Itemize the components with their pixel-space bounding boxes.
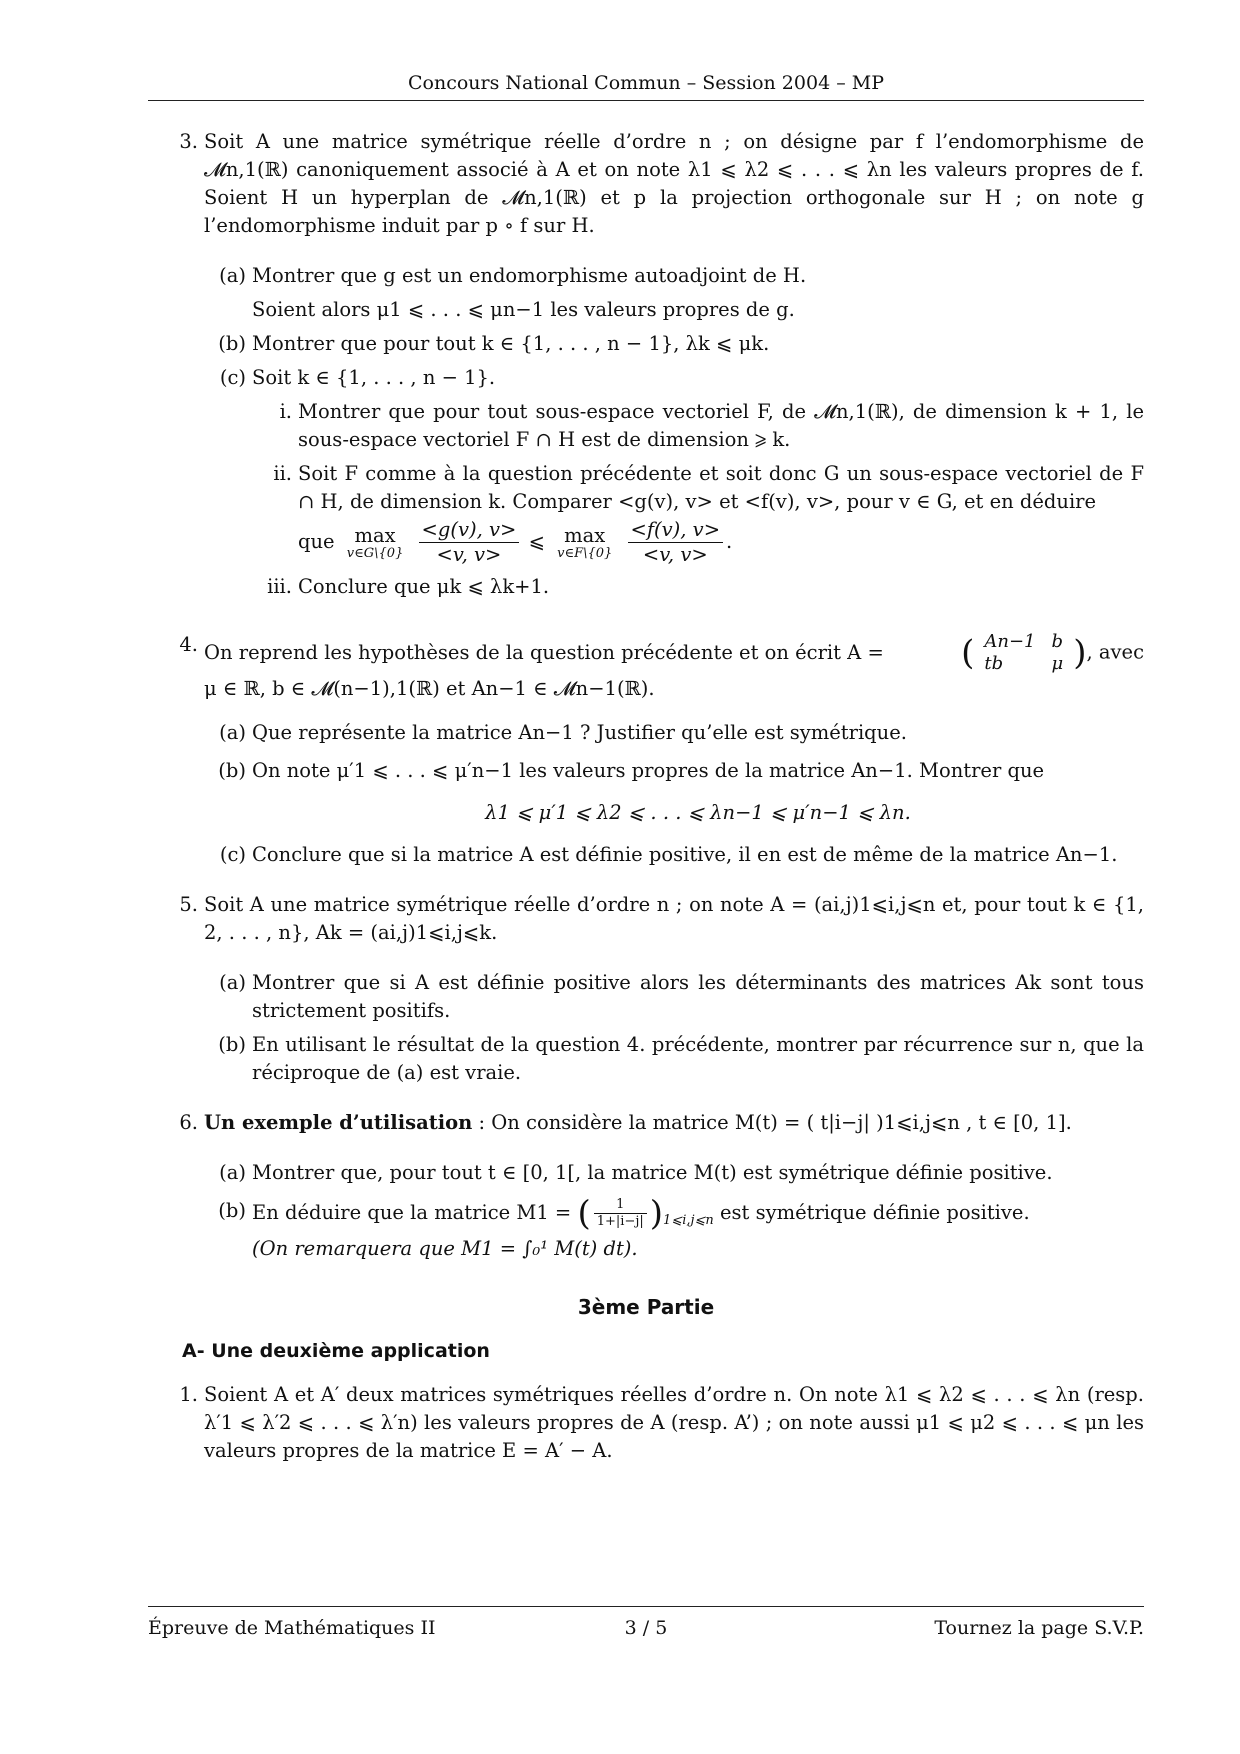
item-label: (a)	[219, 1161, 246, 1184]
item-text: Soient alors μ1 ⩽ . . . ⩽ μn−1 les valeurs propres de g.	[252, 298, 795, 321]
item-label: (c)	[219, 843, 246, 866]
item-label: (b)	[218, 759, 246, 782]
matrix-entry: b	[1051, 631, 1064, 652]
item-text: Que représente la matrice An−1 ? Justifier qu’elle est symétrique.	[252, 721, 907, 744]
item-text: Montrer que pour tout k ∈ {1, . . . , n − 1}, λk ⩽ μk.	[252, 332, 770, 355]
question-text: Soit A une matrice symétrique réelle d’ordre n ; on désigne par f l’endomorphisme de 𝓜n,1(ℝ) canoniquement associé à A et on note λ1 ⩽ λ2 ⩽ . . . ⩽ λn les valeurs propres de f. Soient H un hyperplan de 𝓜n,1(ℝ) et p la projection orthogonale sur H ; on note g l’endomorphisme induit par p ∘ f sur H.	[204, 130, 1144, 237]
question-3	[148, 128, 1144, 240]
item-text: En déduire que la matrice M1 =	[252, 1201, 572, 1224]
question-3b	[148, 330, 1144, 358]
question-text: Soit A une matrice symétrique réelle d’ordre n ; on note A = (ai,j)1⩽i,j⩽n et, pour tout k ∈ {1, 2, . . . , n}, Ak = (ai,j)1⩽i,j⩽k.	[204, 893, 1144, 944]
item-text: Conclure que μk ⩽ λk+1.	[298, 575, 550, 598]
question-3c-i	[148, 398, 1144, 454]
question-number: 5.	[179, 893, 198, 916]
max-word: max	[354, 523, 396, 547]
left-paren: (	[961, 633, 975, 673]
question-3c-ii	[148, 460, 1144, 567]
question-5	[148, 891, 1144, 947]
item-label: iii.	[267, 575, 292, 598]
item-label: i.	[279, 400, 292, 423]
section-title: A- Une deuxième application	[182, 1339, 490, 1362]
max-inequality: que max v∈G\{0} $\frac{<g(v), v>}{<v, v>}$ ⩽ max v∈F\{0} $\frac{<f(v), v>}{<v, v>}$ .	[298, 518, 733, 566]
matrix-entry: tb	[984, 653, 1004, 674]
left-paren: (	[577, 1193, 591, 1234]
fraction	[594, 1197, 647, 1230]
question-6	[148, 1109, 1144, 1137]
item-text: Soit F comme à la question précédente et soit donc G un sous-espace vectoriel de F ∩ H, de dimension k. Comparer <g(v), v> et <f(v), v>, pour v ∈ G, et en déduire	[298, 462, 1144, 513]
item-label: (a)	[219, 264, 246, 287]
question-4b	[148, 757, 1144, 827]
question-3c-iii	[148, 573, 1144, 601]
item-text: Montrer que g est un endomorphisme autoadjoint de H.	[252, 264, 807, 287]
question-3a	[148, 262, 1144, 324]
item-label: (a)	[219, 971, 246, 994]
question-4	[148, 631, 1144, 703]
block-matrix	[961, 631, 1144, 675]
fraction-denominator: <v, v>	[436, 543, 502, 566]
question-bold-lead: Un exemple d’utilisation	[204, 1111, 473, 1134]
question-text: On reprend les hypothèses de la question précédente et on écrit A =	[204, 641, 884, 664]
question-3c	[148, 364, 1144, 392]
page-body	[148, 128, 1144, 1465]
max-subscript: v∈G\{0}	[346, 545, 404, 561]
display-inequality: λ1 ⩽ μ′1 ⩽ λ2 ⩽ . . . ⩽ λn−1 ⩽ μ′n−1 ⩽ λn.	[485, 801, 911, 824]
page-number: 3 / 5	[624, 1617, 668, 1639]
remark: (On remarquera que M1 = ∫₀¹ M(t) dt).	[252, 1236, 638, 1260]
footer-left: Épreuve de Mathématiques II	[148, 1617, 436, 1639]
fraction-denominator: <v, v>	[642, 543, 708, 566]
matrix-entry: An−1	[984, 631, 1036, 652]
item-label: (b)	[218, 1033, 246, 1056]
question-text-line	[204, 631, 1144, 675]
max-subscript: v∈F\{0}	[557, 545, 613, 561]
word-que: que	[298, 530, 335, 553]
item-text: est symétrique définie positive.	[719, 1201, 1030, 1224]
item-text: Conclure que si la matrice A est définie positive, il en est de même de la matrice An−1.	[252, 843, 1118, 866]
part-title: 3ème Partie	[577, 1294, 715, 1319]
item-label: (a)	[219, 721, 246, 744]
max-operator	[557, 525, 612, 561]
question-number: 1.	[179, 1382, 198, 1406]
right-paren: )	[649, 1193, 664, 1234]
matrix-subscript: 1⩽i,j⩽n	[663, 1212, 714, 1228]
question-text: , avec	[1086, 640, 1144, 664]
question-number: 6.	[179, 1111, 198, 1134]
fraction-numerator: 1	[594, 1197, 647, 1214]
item-text: Soit k ∈ {1, . . . , n − 1}.	[252, 366, 496, 389]
fraction-denominator: 1+|i−j|	[596, 1214, 644, 1229]
question-5a	[148, 969, 1144, 1025]
question-text: Soient A et A′ deux matrices symétriques réelles d’ordre n. On note λ1 ⩽ λ2 ⩽ . . . ⩽ λn (resp. λ′1 ⩽ λ′2 ⩽ . . . ⩽ λ′n) les valeurs propres de A (resp. A’) ; on note aussi μ1 ⩽ μ2 ⩽ . . . ⩽ μn les valeurs propres de la matrice E = A′ − A.	[204, 1382, 1144, 1462]
item-text: En utilisant le résultat de la question 4. précédente, montrer par récurrence sur n, que la réciproque de (a) est vraie.	[252, 1033, 1144, 1084]
question-number: 4.	[179, 633, 198, 656]
question-6a	[148, 1159, 1144, 1187]
item-text: On note μ′1 ⩽ . . . ⩽ μ′n−1 les valeurs propres de la matrice An−1. Montrer que	[252, 759, 1045, 782]
fraction	[628, 518, 724, 567]
item-text: Montrer que pour tout sous-espace vectoriel F, de 𝓜n,1(ℝ), de dimension k + 1, le sous-espace vectoriel F ∩ H est de dimension ⩾ k.	[298, 400, 1144, 451]
page-footer	[148, 1606, 1144, 1639]
max-operator	[347, 525, 404, 561]
part3-question-1	[148, 1381, 1144, 1465]
question-text: : On considère la matrice M(t) = ( t|i−j| )1⩽i,j⩽n , t ∈ [0, 1].	[478, 1111, 1072, 1134]
fraction-numerator: <f(v), v>	[628, 518, 724, 543]
question-6b	[148, 1193, 1144, 1263]
fraction-numerator: <g(v), v>	[419, 518, 520, 543]
question-5b	[148, 1031, 1144, 1087]
item-label: ii.	[273, 462, 292, 485]
question-4c	[148, 841, 1144, 869]
leq-symbol: ⩽	[528, 530, 545, 553]
item-label: (b)	[218, 1199, 246, 1222]
question-text: μ ∈ ℝ, b ∈ 𝓜(n−1),1(ℝ) et An−1 ∈ 𝓜n−1(ℝ).	[204, 677, 655, 700]
max-word: max	[564, 523, 606, 547]
matrix-entry: μ	[1051, 653, 1064, 674]
footer-right: Tournez la page S.V.P.	[934, 1617, 1144, 1639]
fraction	[419, 518, 520, 567]
item-label: (c)	[219, 366, 246, 389]
item-text: Montrer que si A est définie positive alors les déterminants des matrices Ak sont tous strictement positifs.	[252, 971, 1144, 1022]
item-text: Montrer que, pour tout t ∈ [0, 1[, la matrice M(t) est symétrique définie positive.	[252, 1161, 1053, 1184]
question-4a	[148, 719, 1144, 747]
running-header: Concours National Commun – Session 2004 – MP	[148, 70, 1144, 101]
item-label: (b)	[218, 332, 246, 355]
question-number: 3.	[179, 130, 198, 153]
right-paren: )	[1073, 633, 1087, 673]
